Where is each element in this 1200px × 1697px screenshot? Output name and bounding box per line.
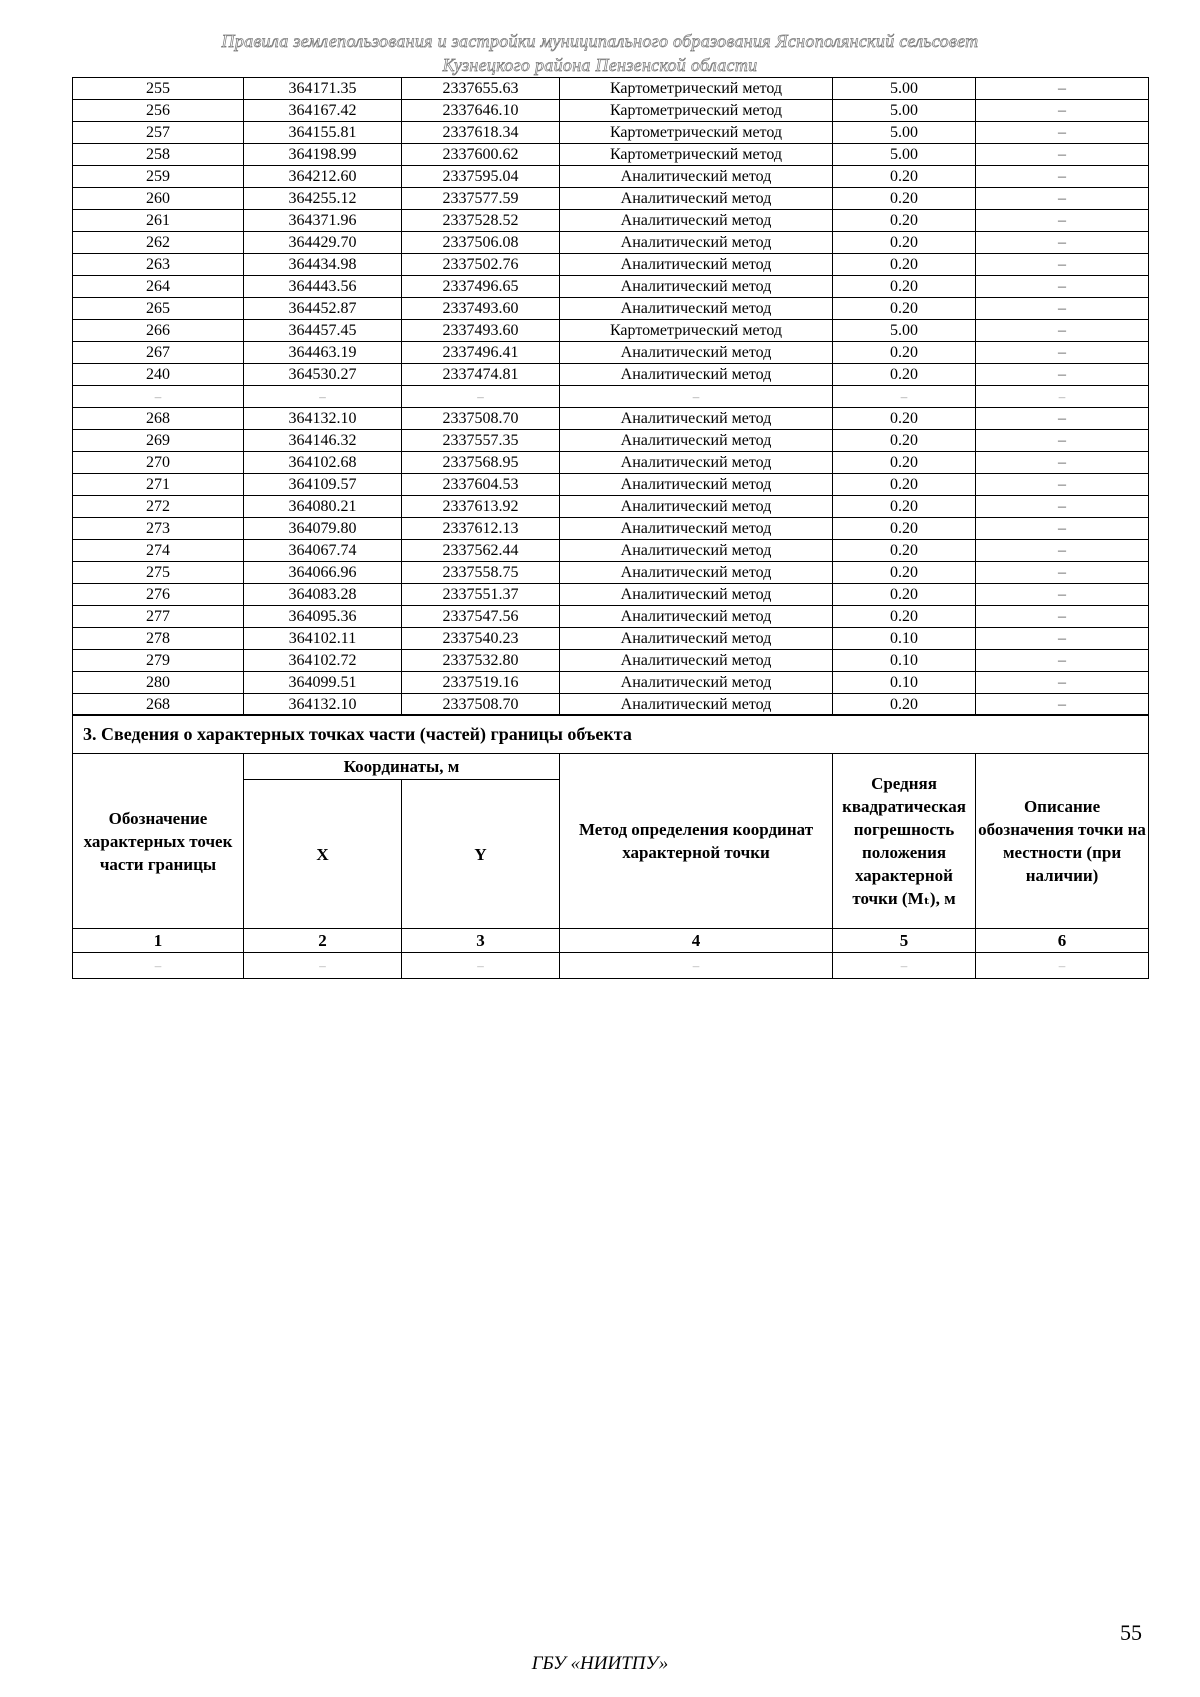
table-row [73,298,1149,320]
description-cell: – [976,540,1149,562]
x-coordinate-cell: 364255.12 [244,188,402,210]
method-cell: Картометрический метод [560,78,833,100]
table-row [73,320,1149,342]
description-cell: – [976,408,1149,430]
table-row [73,144,1149,166]
y-coordinate-cell: 2337562.44 [402,540,560,562]
x-coordinate-cell: 364443.56 [244,276,402,298]
x-coordinate-cell: 364132.10 [244,694,402,716]
error-cell: 0.20 [833,694,976,716]
description-cell: – [976,210,1149,232]
error-cell: 5.00 [833,100,976,122]
column-number: 4 [560,929,833,953]
table-row [73,188,1149,210]
description-cell: – [976,430,1149,452]
error-cell: 0.10 [833,672,976,694]
method-cell: Аналитический метод [560,518,833,540]
point-number-cell: 279 [73,650,244,672]
error-cell: 0.20 [833,166,976,188]
header-mean-error: Средняя квадратическая погрешность положения характерной точки (Mₜ), м [833,754,976,929]
error-cell: 5.00 [833,122,976,144]
x-coordinate-cell: 364429.70 [244,232,402,254]
point-number-cell: 269 [73,430,244,452]
error-cell: 0.20 [833,276,976,298]
x-coordinate-cell: 364066.96 [244,562,402,584]
x-coordinate-cell: 364198.99 [244,144,402,166]
empty-cell: – [402,953,560,979]
table-row [73,650,1149,672]
header-line-1: Правила землепользования и застройки муниципального образования Яснополянский сельсовет [221,31,979,51]
y-coordinate-cell: 2337528.52 [402,210,560,232]
error-cell: 0.20 [833,474,976,496]
error-cell: 5.00 [833,320,976,342]
table-row [73,496,1149,518]
error-cell: 0.20 [833,540,976,562]
error-cell: 0.20 [833,188,976,210]
table-row [73,628,1149,650]
description-cell: – [976,100,1149,122]
point-number-cell: 260 [73,188,244,210]
method-cell: Аналитический метод [560,606,833,628]
point-number-cell: 258 [73,144,244,166]
x-coordinate-cell: 364132.10 [244,408,402,430]
y-coordinate-cell: 2337474.81 [402,364,560,386]
method-cell: Аналитический метод [560,408,833,430]
error-cell: 0.20 [833,430,976,452]
point-number-cell: 259 [73,166,244,188]
x-coordinate-cell: 364167.42 [244,100,402,122]
description-cell: – [976,364,1149,386]
empty-cell: – [73,953,244,979]
description-cell: – [976,606,1149,628]
x-coordinate-cell: 364109.57 [244,474,402,496]
error-cell: 0.20 [833,254,976,276]
point-number-cell: 276 [73,584,244,606]
error-cell: 0.20 [833,584,976,606]
method-cell: Аналитический метод [560,694,833,716]
table-row [73,518,1149,540]
point-number-cell: 265 [73,298,244,320]
method-cell: Картометрический метод [560,100,833,122]
description-cell: – [976,78,1149,100]
x-coordinate-cell: 364452.87 [244,298,402,320]
description-cell: – [976,650,1149,672]
method-cell: Аналитический метод [560,254,833,276]
x-coordinate-cell: – [244,386,402,408]
x-coordinate-cell: 364463.19 [244,342,402,364]
error-cell: 0.20 [833,364,976,386]
error-cell: 0.20 [833,298,976,320]
header-point-designation: Обозначение характерных точек части границы [73,754,244,929]
description-cell: – [976,562,1149,584]
table-row [73,562,1149,584]
table-row [73,232,1149,254]
point-number-cell: 280 [73,672,244,694]
error-cell: 0.20 [833,210,976,232]
table-row [73,474,1149,496]
description-cell: – [976,496,1149,518]
y-coordinate-cell: 2337508.70 [402,694,560,716]
column-number: 3 [402,929,560,953]
y-coordinate-cell: 2337557.35 [402,430,560,452]
x-coordinate-cell: 364099.51 [244,672,402,694]
description-cell: – [976,474,1149,496]
point-number-cell: 264 [73,276,244,298]
y-coordinate-cell: 2337551.37 [402,584,560,606]
method-cell: Аналитический метод [560,496,833,518]
point-number-cell: 240 [73,364,244,386]
error-cell: 0.20 [833,606,976,628]
page-number: 55 [1120,1620,1142,1645]
section3-table [72,714,1149,979]
point-number-cell: 255 [73,78,244,100]
table-row [73,606,1149,628]
table-row [73,166,1149,188]
method-cell: Аналитический метод [560,364,833,386]
method-cell: Картометрический метод [560,144,833,166]
table-row [73,408,1149,430]
method-cell: Аналитический метод [560,276,833,298]
table-row [73,540,1149,562]
y-coordinate-cell: 2337558.75 [402,562,560,584]
description-cell: – [976,144,1149,166]
table-row [73,100,1149,122]
point-number-cell: 266 [73,320,244,342]
description-cell: – [976,452,1149,474]
error-cell: 0.20 [833,232,976,254]
method-cell: Аналитический метод [560,650,833,672]
error-cell: 0.20 [833,452,976,474]
point-number-cell: 274 [73,540,244,562]
table-row [73,210,1149,232]
y-coordinate-cell: 2337655.63 [402,78,560,100]
description-cell: – [976,694,1149,716]
x-coordinate-cell: 364095.36 [244,606,402,628]
empty-cell: – [244,953,402,979]
x-coordinate-cell: 364530.27 [244,364,402,386]
x-coordinate-cell: 364083.28 [244,584,402,606]
footer-organization: ГБУ «НИИТПУ» [531,1653,669,1674]
table-row [73,254,1149,276]
method-cell: Аналитический метод [560,540,833,562]
error-cell: 5.00 [833,144,976,166]
table-row [73,364,1149,386]
method-cell: Аналитический метод [560,672,833,694]
empty-cell: – [833,953,976,979]
y-coordinate-cell: 2337519.16 [402,672,560,694]
x-coordinate-cell: 364067.74 [244,540,402,562]
y-coordinate-cell: 2337600.62 [402,144,560,166]
x-coordinate-cell: 364371.96 [244,210,402,232]
column-number: 2 [244,929,402,953]
error-cell: 0.10 [833,650,976,672]
point-number-cell: 262 [73,232,244,254]
method-cell: Аналитический метод [560,188,833,210]
header-method: Метод определения координат характерной точки [560,754,833,929]
point-number-cell: 257 [73,122,244,144]
description-cell: – [976,386,1149,408]
error-cell: – [833,386,976,408]
method-cell: Аналитический метод [560,452,833,474]
point-number-cell: 270 [73,452,244,474]
description-cell: – [976,628,1149,650]
x-coordinate-cell: 364155.81 [244,122,402,144]
description-cell: – [976,254,1149,276]
y-coordinate-cell: 2337508.70 [402,408,560,430]
description-cell: – [976,166,1149,188]
y-coordinate-cell: 2337604.53 [402,474,560,496]
y-coordinate-cell: 2337493.60 [402,320,560,342]
y-coordinate-cell: 2337646.10 [402,100,560,122]
header-line-2: Кузнецкого района Пензенской области [442,55,758,75]
x-coordinate-cell: 364102.11 [244,628,402,650]
method-cell: Аналитический метод [560,210,833,232]
error-cell: 0.20 [833,496,976,518]
column-number: 6 [976,929,1149,953]
method-cell: Аналитический метод [560,474,833,496]
header-y: Y [402,780,560,929]
header-coordinates: Координаты, м [244,754,560,780]
error-cell: 0.20 [833,408,976,430]
y-coordinate-cell: 2337613.92 [402,496,560,518]
point-number-cell: 277 [73,606,244,628]
x-coordinate-cell: 364146.32 [244,430,402,452]
point-number-cell: 268 [73,408,244,430]
point-number-cell: 261 [73,210,244,232]
header-description: Описание обозначения точки на местности (при наличии) [976,754,1149,929]
x-coordinate-cell: 364171.35 [244,78,402,100]
point-number-cell: 263 [73,254,244,276]
error-cell: 0.20 [833,562,976,584]
description-cell: – [976,122,1149,144]
y-coordinate-cell: 2337540.23 [402,628,560,650]
y-coordinate-cell: 2337502.76 [402,254,560,276]
table-row [73,452,1149,474]
description-cell: – [976,518,1149,540]
point-number-cell: – [73,386,244,408]
column-number: 1 [73,929,244,953]
error-cell: 5.00 [833,78,976,100]
header-x: X [244,780,402,929]
x-coordinate-cell: 364079.80 [244,518,402,540]
y-coordinate-cell: 2337618.34 [402,122,560,144]
description-cell: – [976,342,1149,364]
table-row [73,78,1149,100]
description-cell: – [976,672,1149,694]
y-coordinate-cell: 2337496.41 [402,342,560,364]
point-number-cell: 268 [73,694,244,716]
y-coordinate-cell: 2337532.80 [402,650,560,672]
description-cell: – [976,232,1149,254]
point-number-cell: 275 [73,562,244,584]
x-coordinate-cell: 364212.60 [244,166,402,188]
y-coordinate-cell: 2337612.13 [402,518,560,540]
point-number-cell: 267 [73,342,244,364]
error-cell: 0.20 [833,342,976,364]
column-number: 5 [833,929,976,953]
error-cell: 0.10 [833,628,976,650]
description-cell: – [976,584,1149,606]
empty-cell: – [976,953,1149,979]
table-row [73,584,1149,606]
y-coordinate-cell: 2337568.95 [402,452,560,474]
y-coordinate-cell: 2337493.60 [402,298,560,320]
error-cell: 0.20 [833,518,976,540]
coordinates-table-body [73,78,1149,716]
description-cell: – [976,188,1149,210]
coordinates-table [72,77,1149,716]
y-coordinate-cell: 2337547.56 [402,606,560,628]
y-coordinate-cell: 2337496.65 [402,276,560,298]
method-cell: Аналитический метод [560,232,833,254]
method-cell: – [560,386,833,408]
table-row [73,342,1149,364]
point-number-cell: 278 [73,628,244,650]
y-coordinate-cell: 2337506.08 [402,232,560,254]
method-cell: Аналитический метод [560,584,833,606]
y-coordinate-cell: – [402,386,560,408]
point-number-cell: 256 [73,100,244,122]
x-coordinate-cell: 364434.98 [244,254,402,276]
point-number-cell: 271 [73,474,244,496]
method-cell: Аналитический метод [560,298,833,320]
point-number-cell: 273 [73,518,244,540]
description-cell: – [976,276,1149,298]
empty-cell: – [560,953,833,979]
method-cell: Картометрический метод [560,122,833,144]
method-cell: Аналитический метод [560,430,833,452]
method-cell: Аналитический метод [560,342,833,364]
table-row [73,430,1149,452]
method-cell: Картометрический метод [560,320,833,342]
x-coordinate-cell: 364102.68 [244,452,402,474]
x-coordinate-cell: 364102.72 [244,650,402,672]
method-cell: Аналитический метод [560,628,833,650]
description-cell: – [976,298,1149,320]
point-number-cell: 272 [73,496,244,518]
table-row [73,276,1149,298]
method-cell: Аналитический метод [560,166,833,188]
y-coordinate-cell: 2337595.04 [402,166,560,188]
description-cell: – [976,320,1149,342]
table-row [73,386,1149,408]
table-row [73,694,1149,716]
method-cell: Аналитический метод [560,562,833,584]
x-coordinate-cell: 364457.45 [244,320,402,342]
section3-title: 3. Сведения о характерных точках части (частей) границы объекта [73,715,1149,754]
x-coordinate-cell: 364080.21 [244,496,402,518]
y-coordinate-cell: 2337577.59 [402,188,560,210]
table-row [73,672,1149,694]
table-row [73,122,1149,144]
